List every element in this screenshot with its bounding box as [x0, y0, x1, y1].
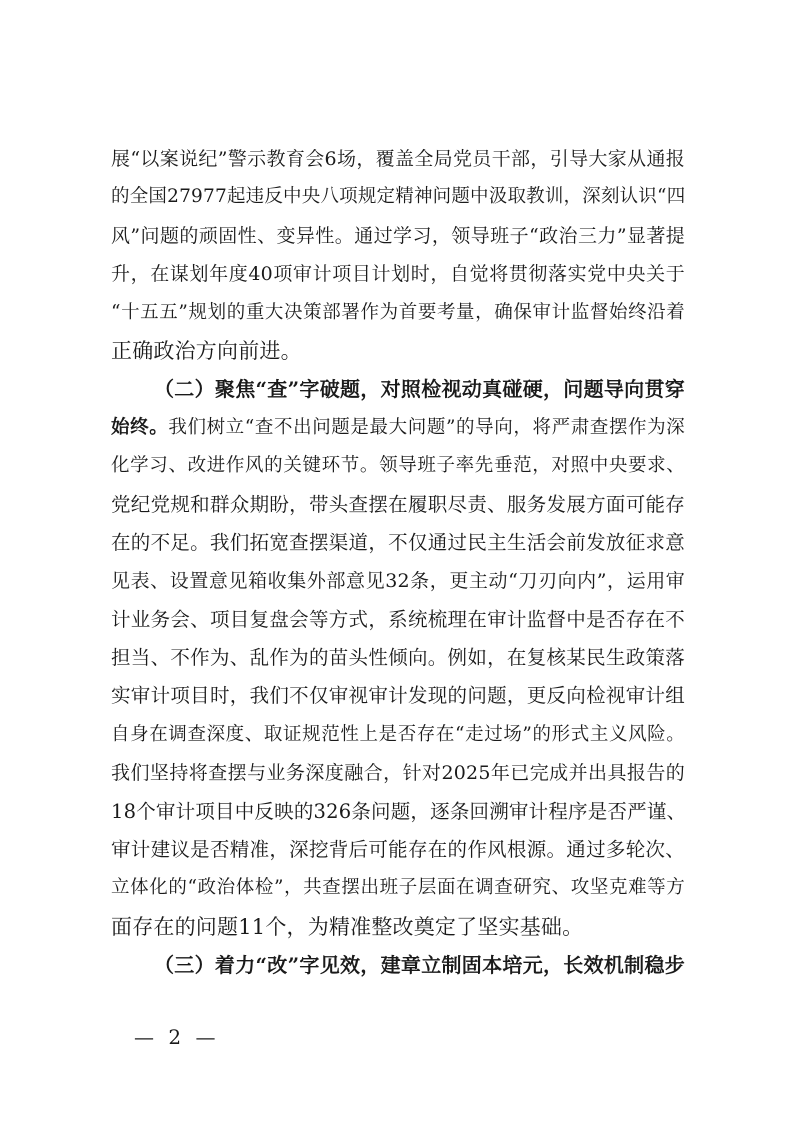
paragraph-line: 风”问题的顽固性、变异性。通过学习，领导班子“政治三力”显著提 [111, 224, 685, 247]
page-number: — 2 — [134, 1025, 220, 1049]
paragraph-line: 我们坚持将查摆与业务深度融合，针对2025年已完成并出具报告的 [111, 762, 685, 785]
paragraph-line: 党纪党规和群众期盼，带头查摆在履职尽责、服务发展方面可能存 [111, 492, 685, 516]
paragraph-line: 担当、不作为、乱作为的苗头性倾向。例如，在复核某民生政策落 [111, 646, 685, 670]
paragraph-line: 展“以案说纪”警示教育会6场，覆盖全局党员干部，引导大家从通报 [111, 148, 685, 170]
section-heading-3: （三）着力“改”字见效，建章立制固本培元，长效机制稳步 [154, 953, 685, 978]
body-text [111, 140, 685, 985]
paragraph-line: 18个审计项目中反映的326条问题，逐条回溯审计程序是否严谨、 [111, 799, 687, 823]
paragraph-line: “十五五”规划的重大决策部署作为首要考量，确保审计监督始终沿着 [111, 301, 685, 323]
paragraph-line: 审计建议是否精准，深挖背后可能存在的作风根源。通过多轮次、 [111, 838, 685, 862]
section-heading-2-end: 始终。 [111, 416, 169, 438]
paragraph-line: 在的不足。我们拓宽查摆渠道，不仅通过民主生活会前发放征求意 [111, 530, 685, 554]
section-heading-2: （二）聚焦“查”字破题，对照检视动真碰硬，问题导向贯穿 [154, 377, 685, 402]
paragraph-line: 计业务会、项目复盘会等方式，系统梳理在审计监督中是否存在不 [111, 607, 685, 631]
paragraph-line: 实审计项目时，我们不仅审视审计发现的问题，更反向检视审计组 [111, 684, 685, 708]
paragraph-line: 立体化的“政治体检”，共查摆出班子层面在调查研究、攻坚克难等方 [111, 877, 685, 899]
paragraph-line: 面存在的问题11个，为精准整改奠定了坚实基础。 [111, 914, 584, 939]
section-2-text: 我们树立“查不出问题是最大问题”的导向，将严肃查摆作为深 [168, 416, 685, 438]
paragraph-line: 自身在调查深度、取证规范性上是否存在“走过场”的形式主义风险。 [111, 723, 685, 745]
paragraph-line: 见表、设置意见箱收集外部意见32条，更主动“刀刃向内”，运用审 [111, 570, 685, 593]
paragraph-line: 升，在谋划年度40项审计项目计划时，自觉将贯彻落实党中央关于 [111, 263, 685, 286]
paragraph-line: 正确政治方向前进。 [111, 338, 302, 363]
paragraph-line: 化学习、改进作风的关键环节。领导班子率先垂范，对照中央要求、 [111, 455, 685, 477]
paragraph-line: 的全国27977起违反中央八项规定精神问题中汲取教训，深刻认识“四 [111, 186, 686, 208]
section-2-line [111, 409, 685, 447]
